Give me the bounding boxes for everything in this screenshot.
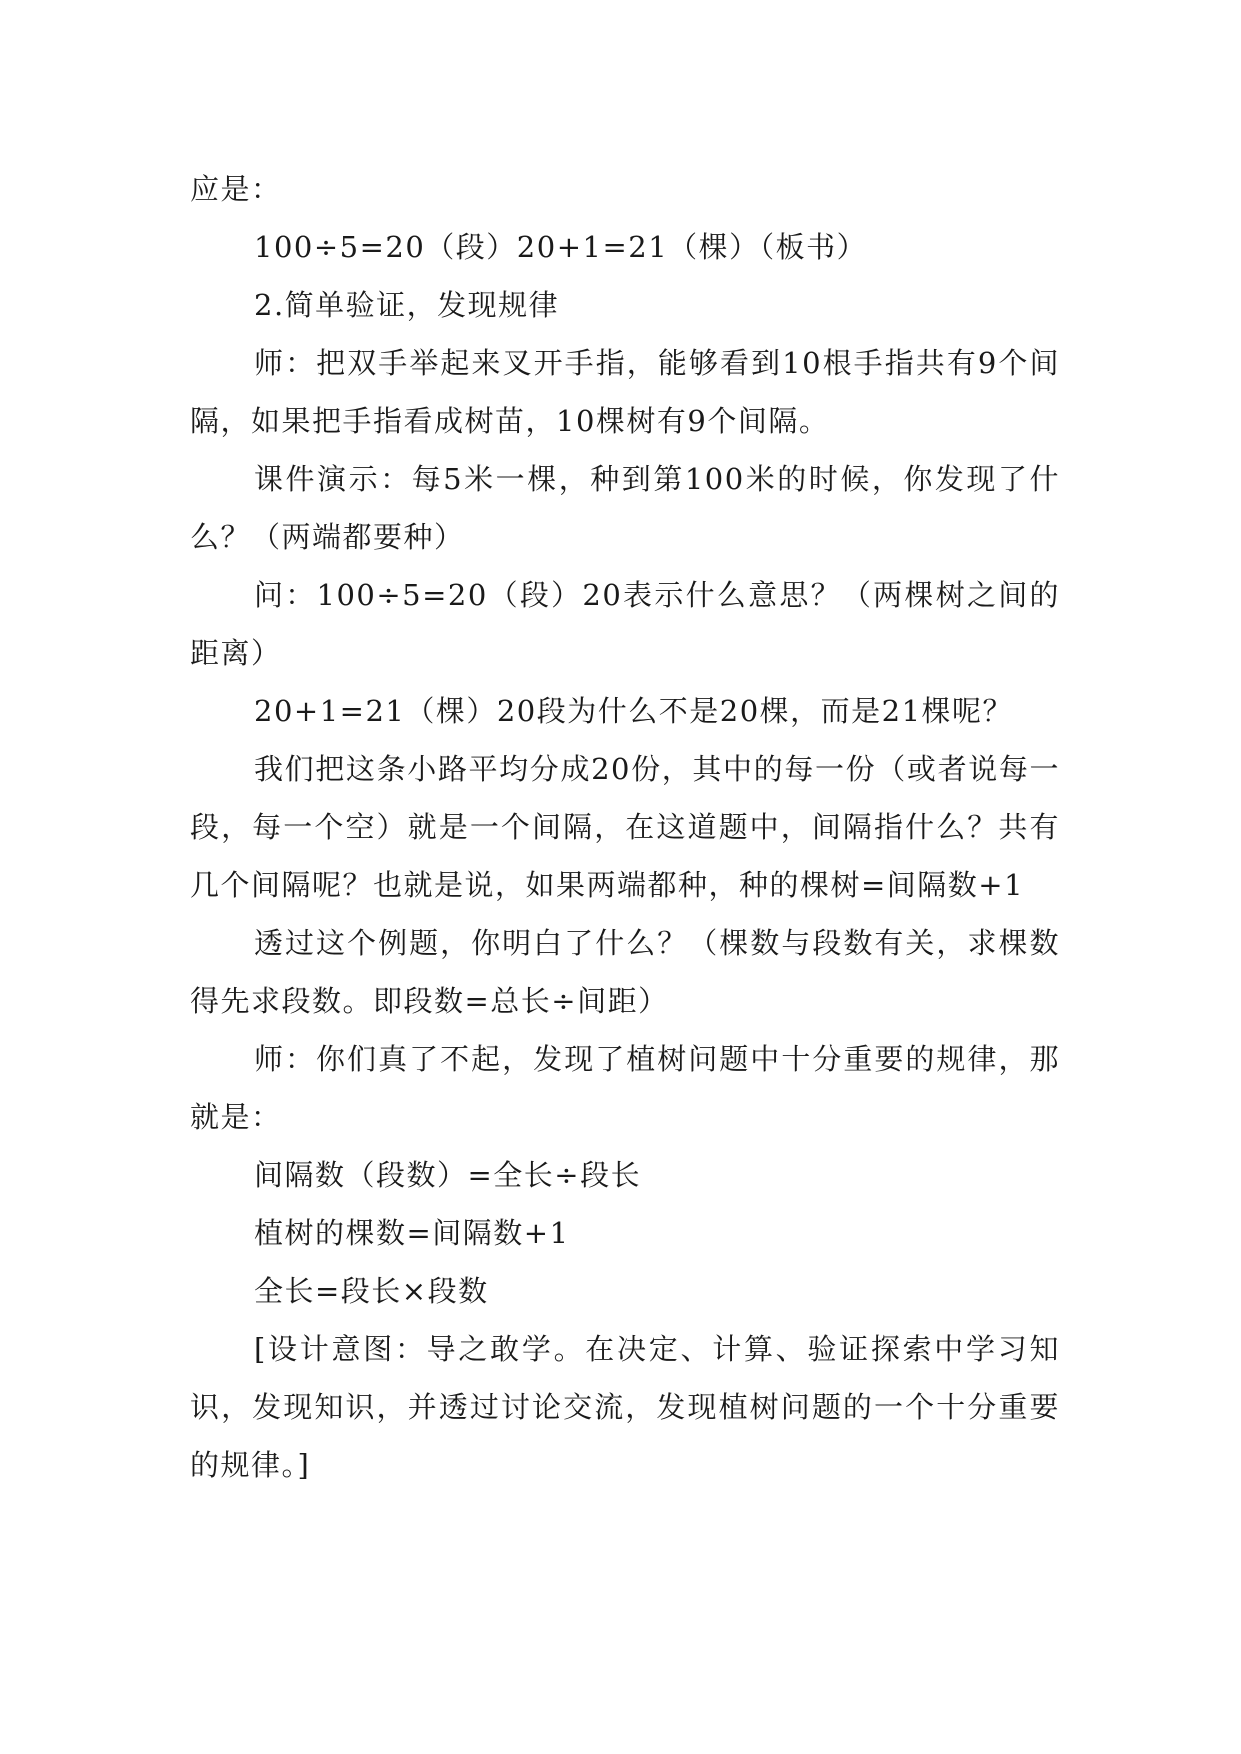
paragraph-3: 2.简单验证，发现规律: [254, 288, 560, 322]
document-body: [190, 160, 1060, 1494]
paragraph-5: 课件演示：每5米一棵，种到第100米的时候，你发现了什么？（两端都要种）: [190, 462, 1060, 554]
paragraph-12: 植树的棵数=间隔数+1: [254, 1216, 570, 1250]
paragraph-7: 20+1=21（棵）20段为什么不是20棵，而是21棵呢？: [254, 694, 1014, 728]
paragraph-6: 问：100÷5=20（段）20表示什么意思？（两棵树之间的距离）: [190, 578, 1060, 670]
paragraph-11: 间隔数（段数）=全长÷段长: [254, 1158, 642, 1192]
paragraph-8: 我们把这条小路平均分成20份，其中的每一份（或者说每一段，每一个空）就是一个间隔，在这道题中，间隔指什么？共有几个间隔呢？也就是说，如果两端都种，种的棵树=间隔数+1: [190, 752, 1060, 902]
paragraph-13: 全长=段长×段数: [254, 1274, 489, 1308]
paragraph-2: 100÷5=20（段）20+1=21（棵）（板书）: [254, 230, 868, 264]
paragraph-10: 师：你们真了不起，发现了植树问题中十分重要的规律，那就是：: [190, 1042, 1060, 1134]
paragraph-9: 透过这个例题，你明白了什么？（棵数与段数有关，求棵数得先求段数。即段数=总长÷间距）: [190, 926, 1060, 1018]
paragraph-1: 应是：: [190, 172, 282, 206]
paragraph-4: 师：把双手举起来叉开手指，能够看到10根手指共有9个间隔，如果把手指看成树苗，10棵树有9个间隔。: [190, 346, 1060, 438]
paragraph-14: [设计意图：导之敢学。在决定、计算、验证探索中学习知识，发现知识，并透过讨论交流，发现植树问题的一个十分重要的规律。]: [190, 1332, 1060, 1482]
